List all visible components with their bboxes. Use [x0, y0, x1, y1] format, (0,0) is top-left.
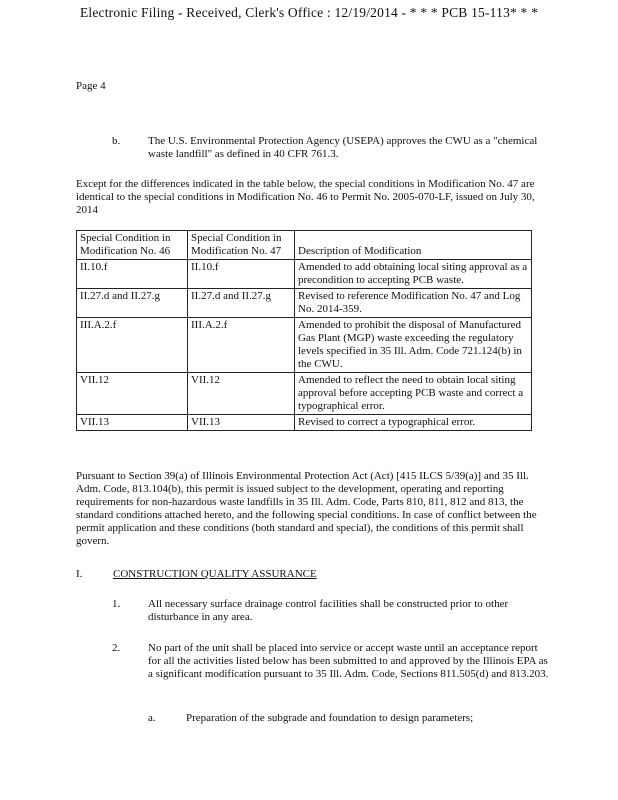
- table-row: [77, 289, 532, 318]
- table-row: [77, 260, 532, 289]
- table-header: Special Condition in Modification No. 46: [77, 231, 188, 260]
- page-number: Page 4: [76, 80, 106, 92]
- table-header-row: [77, 231, 532, 260]
- table-cell: II.27.d and II.27.g: [188, 289, 295, 318]
- list-item-number: 1.: [112, 598, 121, 610]
- list-item-text: No part of the unit shall be placed into service or accept waste until an acceptance report for all the activities listed below has been submitted to and approved by the Illinois EPA as a significant modification pursuant to 35 Ill. Adm. Code, Sections 811.505(d) and 813.203.: [148, 642, 549, 680]
- list-item-number: 2.: [112, 642, 121, 654]
- table-cell: II.10.f: [188, 260, 295, 289]
- table-cell: III.A.2.f: [188, 318, 295, 373]
- list-item-text: All necessary surface drainage control facilities shall be constructed prior to other disturbance in any area.: [148, 598, 509, 623]
- table-cell: VII.13: [77, 415, 188, 431]
- table-cell: Amended to add obtaining local siting approval as a precondition to accepting PCB waste.: [295, 260, 532, 289]
- table-header: Description of Modification: [295, 231, 532, 260]
- table-cell: III.A.2.f: [77, 318, 188, 373]
- sub-list-item-letter: a.: [148, 712, 156, 724]
- table-row: [77, 415, 532, 431]
- item-b-text: The U.S. Environmental Protection Agency (USEPA) approves the CWU as a "chemical waste landfill" as defined in 40 CFR 761.3.: [148, 135, 538, 160]
- table-cell: VII.12: [77, 373, 188, 415]
- table-cell: II.10.f: [77, 260, 188, 289]
- item-b-label: b.: [112, 135, 121, 147]
- table-header: Special Condition in Modification No. 47: [188, 231, 295, 260]
- table-cell: Revised to reference Modification No. 47 and Log No. 2014-359.: [295, 289, 532, 318]
- table-row: [77, 318, 532, 373]
- table-cell: VII.12: [188, 373, 295, 415]
- section-title: CONSTRUCTION QUALITY ASSURANCE: [113, 568, 317, 580]
- table-cell: VII.13: [188, 415, 295, 431]
- table-cell: Amended to reflect the need to obtain local siting approval before accepting PCB waste and correct a typographical error.: [295, 373, 532, 415]
- table-cell: Revised to correct a typographical error.: [295, 415, 532, 431]
- intro-paragraph: Except for the differences indicated in the table below, the special conditions in Modification No. 47 are identical to the special conditions in Modification No. 46 to Permit No. 2005-070-LF, issued on July 30, 2014: [76, 178, 535, 216]
- authority-paragraph: Pursuant to Section 39(a) of Illinois Environmental Protection Act (Act) [415 ILCS 5/39(a)] and 35 Ill. Adm. Code, 813.104(b), this permit is issued subject to the development, operating and reporting requirements for non-hazardous waste landfills in 35 Ill. Adm. Code, Parts 810, 811, 812 and 813, the standard conditions attached hereto, and the following special conditions. In case of conflict between the permit application and these conditions (both standard and special), the conditions of this permit shall govern.: [76, 470, 537, 547]
- sub-list-item-text: Preparation of the subgrade and foundation to design parameters;: [186, 712, 474, 724]
- filing-stamp-header: Electronic Filing - Received, Clerk's Office : 12/19/2014 - * * * PCB 15-113* * *: [79, 5, 539, 20]
- table-row: [77, 373, 532, 415]
- table-cell: II.27.d and II.27.g: [77, 289, 188, 318]
- section-number: I.: [76, 568, 83, 580]
- table-cell: Amended to prohibit the disposal of Manufactured Gas Plant (MGP) waste exceeding the regulatory levels specified in 35 Ill. Adm. Code 721.124(b) in the CWU.: [295, 318, 532, 373]
- modification-table: [76, 230, 532, 431]
